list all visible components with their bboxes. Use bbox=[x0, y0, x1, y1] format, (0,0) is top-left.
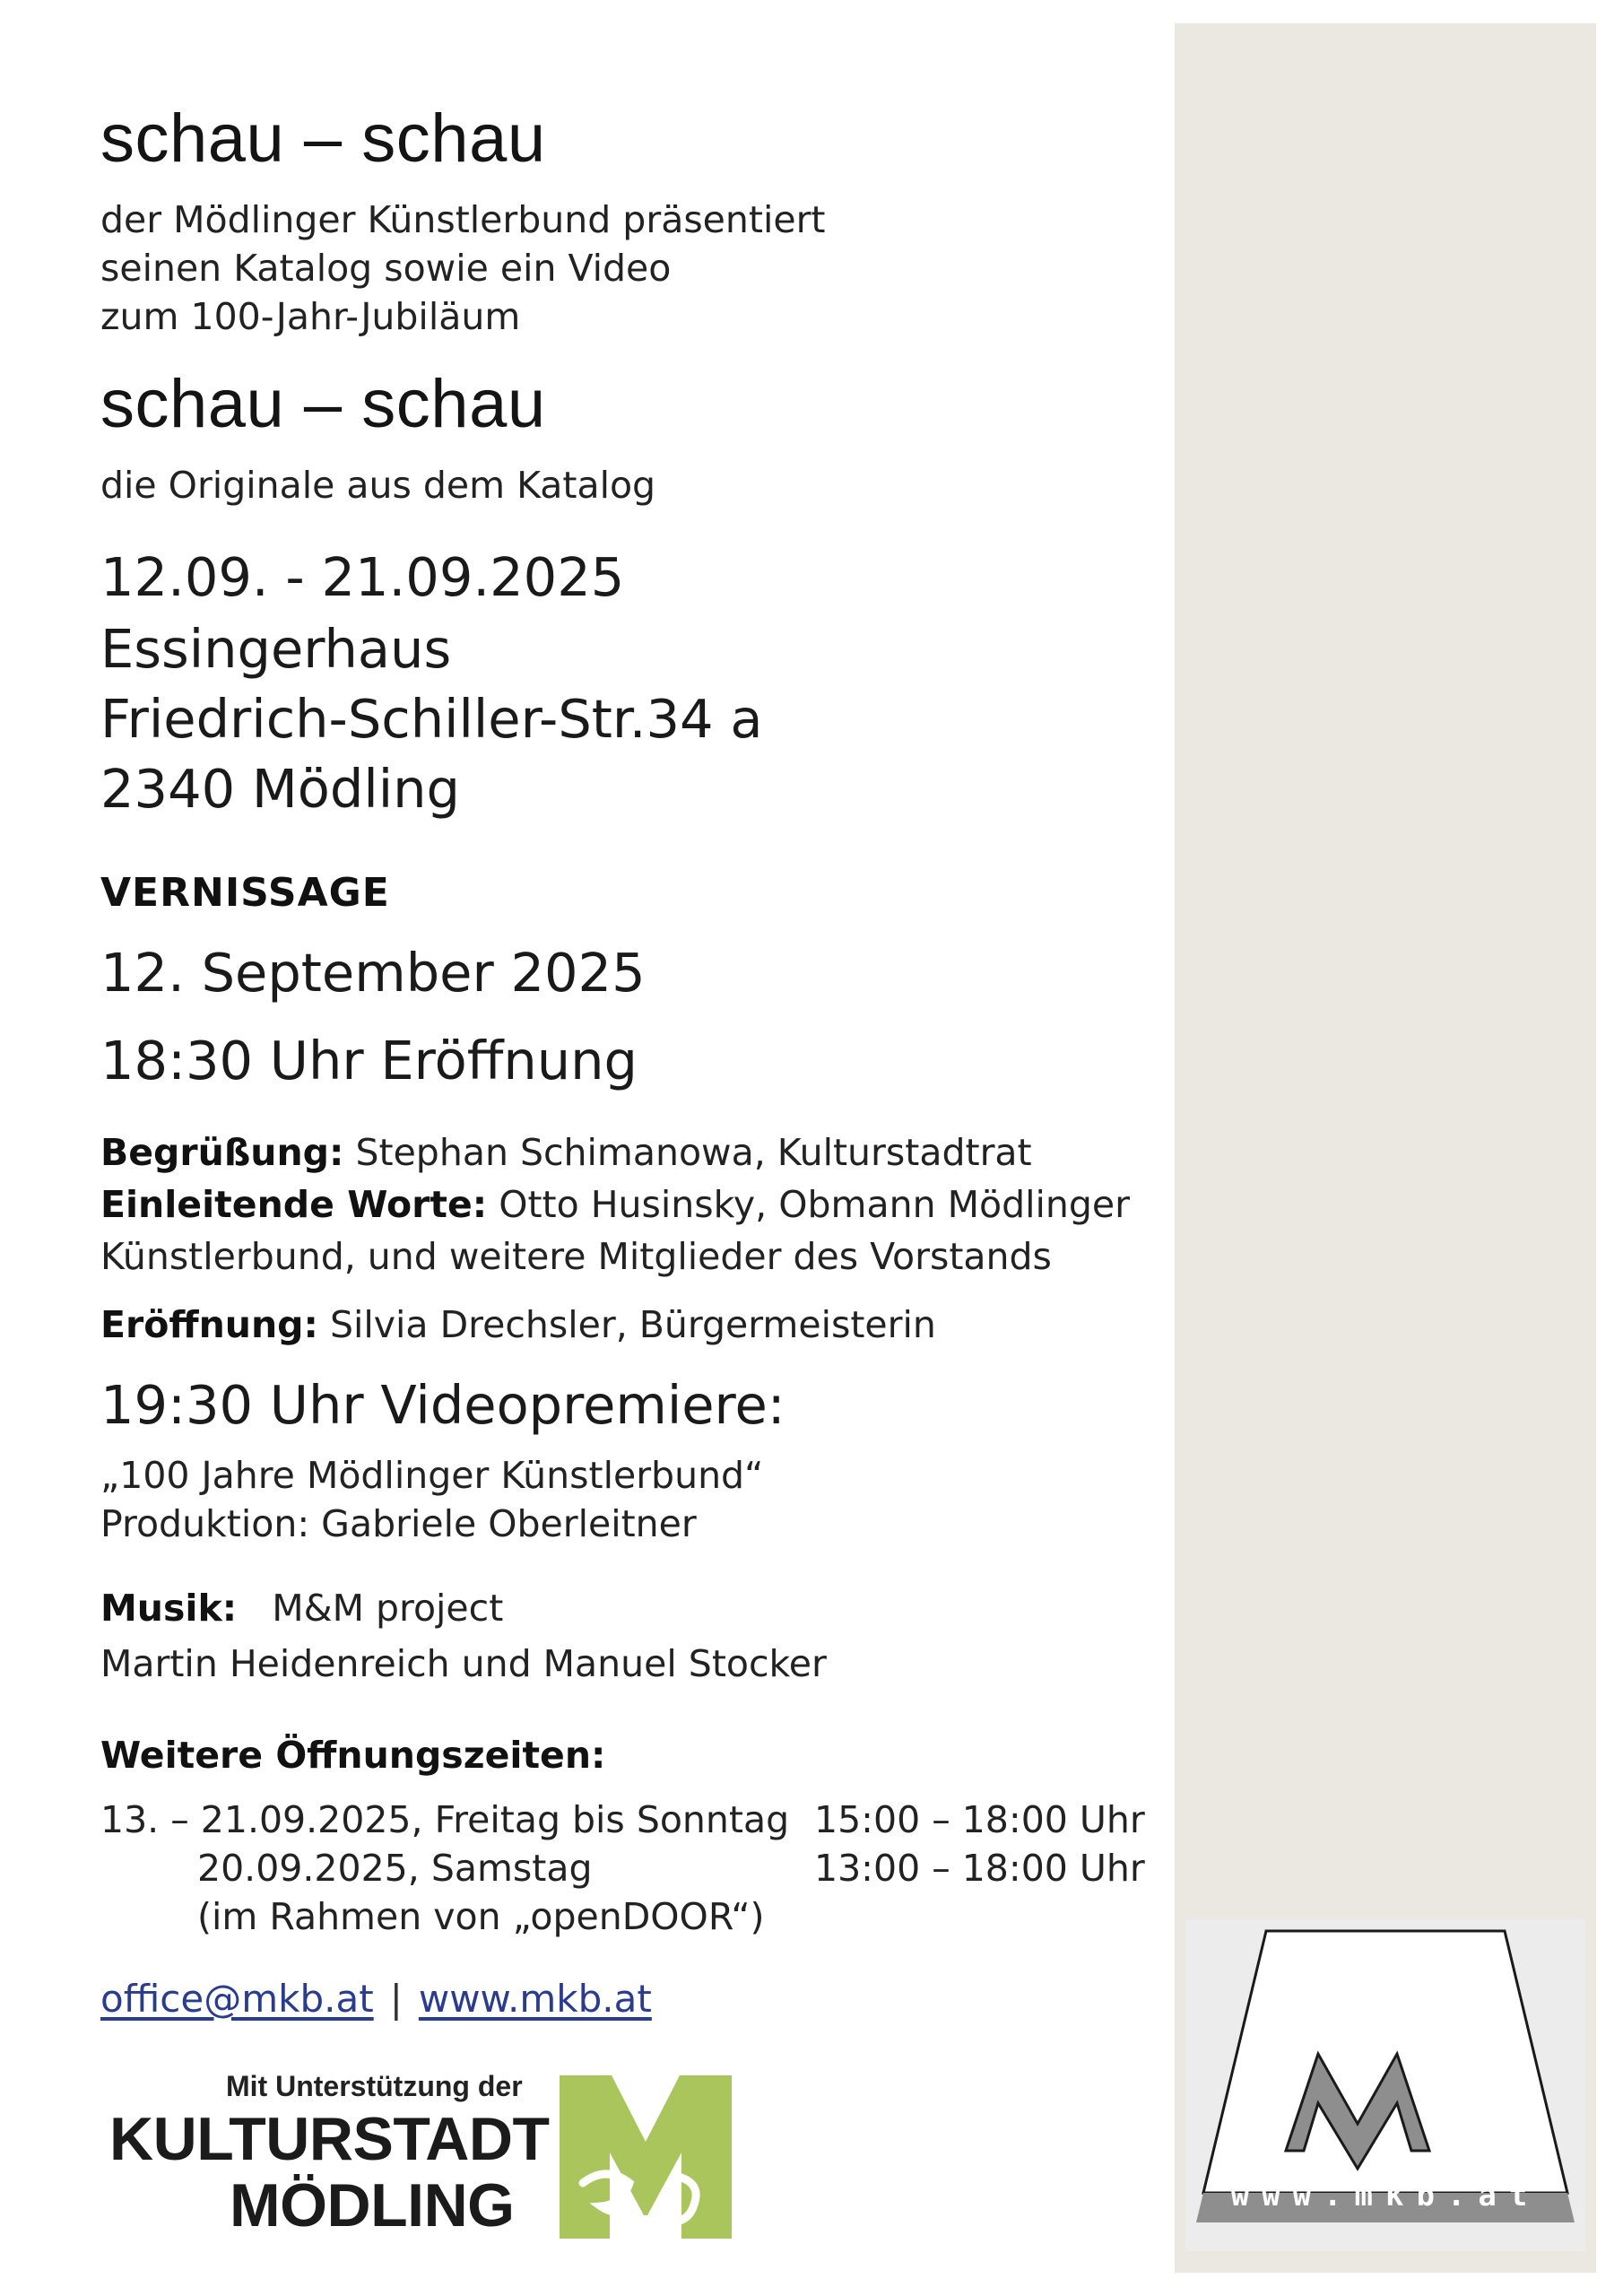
vernissage-date: 12. September 2025 bbox=[100, 942, 646, 1004]
contact-separator: | bbox=[389, 1977, 403, 2021]
sponsor-name-line-2: MÖDLING bbox=[230, 2171, 515, 2239]
intro-words-label: Einleitende Worte: bbox=[100, 1183, 488, 1226]
intro-words-text: Otto Husinsky, Obmann Mödlinger bbox=[499, 1183, 1130, 1226]
mkb-logo bbox=[1185, 1919, 1585, 2251]
exhibition-dates: 12.09. - 21.09.2025 bbox=[100, 546, 625, 608]
hours-row-2-dates: 20.09.2025, Samstag bbox=[197, 1847, 593, 1890]
intro-line-2: seinen Katalog sowie ein Video bbox=[100, 247, 672, 290]
contact-line bbox=[100, 1977, 652, 2021]
music-line bbox=[100, 1582, 503, 1634]
opening-time: 18:30 Uhr Eröffnung bbox=[100, 1030, 638, 1091]
intro-line-3: zum 100-Jahr-Jubiläum bbox=[100, 295, 521, 338]
hours-row-2-time: 13:00 – 18:00 Uhr bbox=[814, 1847, 1145, 1890]
sponsor-support-text: Mit Unterstützung der bbox=[226, 2070, 523, 2102]
sponsor-name-line-1: KULTURSTADT bbox=[109, 2105, 550, 2173]
venue-name: Essingerhaus bbox=[100, 618, 452, 680]
music-label: Musik: bbox=[100, 1587, 238, 1630]
intro-line-1: der Mödlinger Künstlerbund präsentiert bbox=[100, 198, 826, 241]
venue-city: 2340 Mödling bbox=[100, 758, 460, 820]
vernissage-heading: VERNISSAGE bbox=[100, 870, 390, 916]
intro-words-continuation: Künstlerbund, und weitere Mitglieder des Vorstands bbox=[100, 1235, 1052, 1278]
title-1: schau – schau bbox=[100, 100, 546, 177]
music-members: Martin Heidenreich und Manuel Stocker bbox=[100, 1642, 827, 1685]
kulturstadt-logo-icon bbox=[547, 2072, 744, 2242]
venue-street: Friedrich-Schiller-Str.34 a bbox=[100, 688, 763, 750]
greeting-text: Stephan Schimanowa, Kulturstadtrat bbox=[355, 1131, 1032, 1174]
subtitle-2: die Originale aus dem Katalog bbox=[100, 464, 656, 507]
greeting-label: Begrüßung: bbox=[100, 1131, 344, 1174]
logo-url-text: www.mkb.at bbox=[1230, 2178, 1541, 2213]
intro-words-line bbox=[100, 1178, 1130, 1231]
hours-row-1-time: 15:00 – 18:00 Uhr bbox=[814, 1798, 1145, 1841]
hours-heading-text: Weitere Öffnungszeiten: bbox=[100, 1734, 606, 1777]
opening-label: Eröffnung: bbox=[100, 1303, 318, 1346]
music-band: M&M project bbox=[272, 1587, 504, 1630]
video-heading: 19:30 Uhr Videopremiere: bbox=[100, 1374, 785, 1436]
video-title: „100 Jahre Mödlinger Künstlerbund“ bbox=[100, 1454, 764, 1497]
email-link[interactable]: office@mkb.at bbox=[100, 1977, 374, 2021]
greeting-line bbox=[100, 1126, 1032, 1178]
hours-row-1-dates: 13. – 21.09.2025, Freitag bis Sonntag bbox=[100, 1798, 790, 1841]
title-2: schau – schau bbox=[100, 366, 546, 442]
website-link[interactable]: www.mkb.at bbox=[418, 1977, 652, 2021]
opening-speaker-line bbox=[100, 1299, 936, 1351]
sponsor-block bbox=[109, 2065, 755, 2280]
hours-row-3-note: (im Rahmen von „openDOOR“) bbox=[197, 1895, 765, 1938]
opening-speaker-text: Silvia Drechsler, Bürgermeisterin bbox=[329, 1303, 936, 1346]
hours-heading bbox=[100, 1729, 605, 1781]
video-production: Produktion: Gabriele Oberleitner bbox=[100, 1502, 697, 1545]
